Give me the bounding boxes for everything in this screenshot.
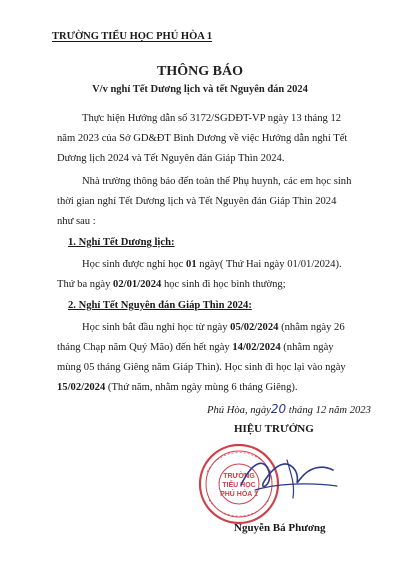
para2-line2: thời gian nghỉ Tết Dương lịch và Tết Nguyên đán Giáp Thìn 2024	[57, 196, 337, 207]
section2-line4	[57, 381, 298, 394]
para2-line3: như sau :	[57, 216, 96, 227]
section2-start-date: 05/02/2024	[230, 322, 279, 333]
para1-line1: Thực hiện Hướng dẫn số 3172/SGDĐT-VP ngày 13 tháng 12	[82, 113, 342, 124]
section1-line1-tail: ngày( Thứ Hai ngày 01/01/2024).	[196, 259, 342, 270]
signer-title: HIỆU TRƯỞNG	[234, 423, 314, 435]
section2-line2-tail: (nhằm ngày	[280, 342, 334, 353]
para1-line3: Dương lịch 2024 và Tết Nguyên đán Giáp Thìn 2024.	[57, 153, 285, 164]
para1-line2: năm 2023 của Sở GD&ĐT Bình Dương về việc Hướng dẫn nghỉ Tết	[57, 133, 348, 144]
section2-return-date: 15/02/2024	[57, 382, 106, 393]
section2-line1-text: Học sinh bắt đầu nghỉ học từ ngày	[82, 322, 231, 333]
notice-title: THÔNG BÁO	[157, 64, 243, 79]
section2-line3: mùng 05 tháng Giêng năm Giáp Thìn). Học sinh đi học lại vào ngày	[57, 362, 346, 373]
section1-line2	[57, 278, 286, 291]
section1-line1	[82, 258, 342, 271]
svg-text:PHÚ HÒA 1: PHÚ HÒA 1	[220, 491, 258, 498]
section1-line2-tail: học sinh đi học bình thường;	[161, 279, 286, 290]
date-line	[207, 403, 371, 417]
section2-end-date: 14/02/2024	[232, 342, 281, 353]
section2-line1	[82, 321, 345, 334]
svg-text:TRƯỜNG: TRƯỜNG	[223, 473, 255, 480]
para2-line1: Nhà trường thông báo đến toàn thể Phụ huynh, các em học sinh	[82, 176, 352, 187]
section1-heading: 1. Nghỉ Tết Dương lịch:	[68, 237, 175, 248]
date-day-handwritten: 20	[270, 402, 287, 416]
date-suffix: tháng 12 năm 2023	[286, 405, 371, 416]
section2-line2	[57, 341, 334, 354]
school-name: TRƯỜNG TIỂU HỌC PHÚ HÒA 1	[52, 31, 213, 42]
section1-return-date: 02/01/2024	[113, 279, 162, 290]
notice-subtitle: V/v nghỉ Tết Dương lịch và tết Nguyên đán 2024	[92, 84, 308, 95]
handwritten-signature	[235, 440, 345, 510]
date-prefix: Phú Hòa, ngày	[207, 405, 271, 416]
section2-line4-tail: (Thứ năm, nhằm ngày mùng 6 tháng Giêng).	[105, 382, 298, 393]
section2-line1-tail: (nhằm ngày 26	[278, 322, 345, 333]
section1-line2-text: Thứ ba ngày	[57, 279, 114, 290]
section2-heading: 2. Nghỉ Tết Nguyên đán Giáp Thìn 2024:	[68, 300, 252, 311]
signer-name: Nguyễn Bá Phương	[234, 522, 326, 534]
section1-line1-text: Học sinh được nghỉ học	[82, 259, 187, 270]
section2-line2-text: tháng Chạp năm Quý Mão) đến hết ngày	[57, 342, 233, 353]
svg-text:TIỂU HỌC: TIỂU HỌC	[222, 482, 256, 489]
section1-days-count: 01	[186, 259, 197, 270]
